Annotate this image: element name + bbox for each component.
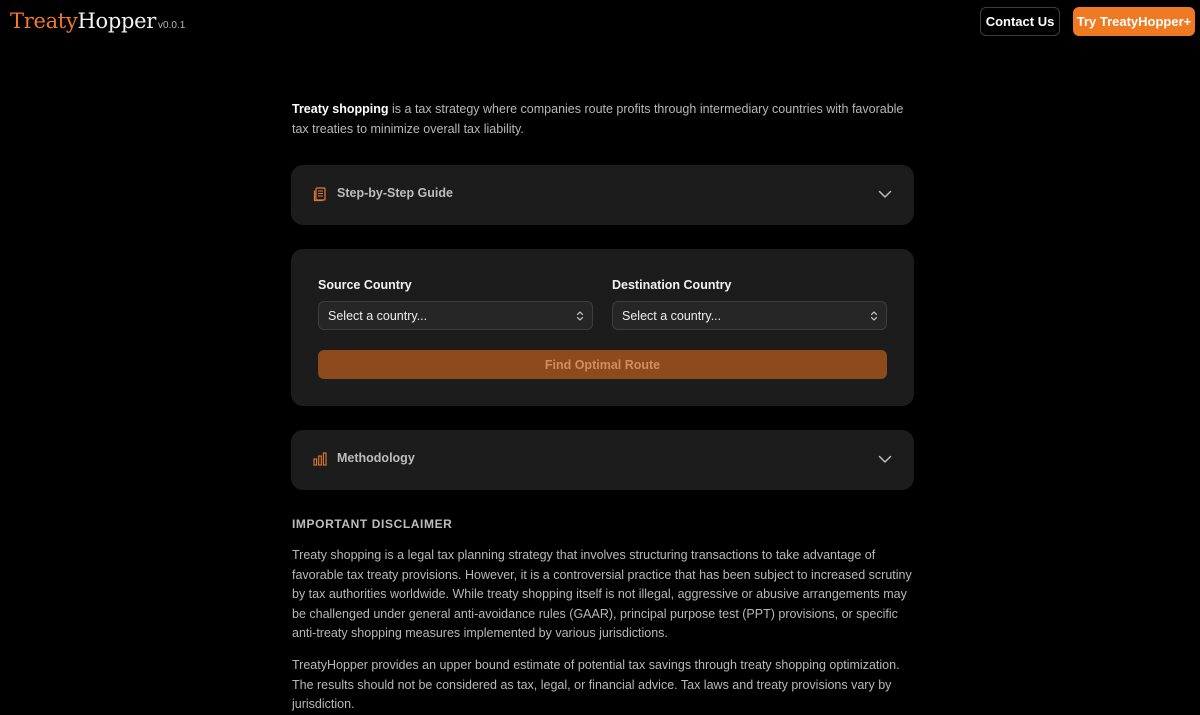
try-treatyhopper-plus-button[interactable]: Try TreatyHopper+ <box>1073 7 1195 36</box>
source-country-value: Select a country... <box>328 308 428 323</box>
intro-term: Treaty shopping <box>292 102 389 116</box>
destination-country-select[interactable] <box>612 301 887 330</box>
source-country-select[interactable] <box>318 301 593 330</box>
brand-name <box>10 9 156 33</box>
header <box>0 0 1200 44</box>
intro-text <box>292 100 912 139</box>
methodology-label: Methodology <box>337 451 415 465</box>
chevron-updown-icon <box>870 310 878 322</box>
brand-name-part1: Treaty <box>10 9 78 33</box>
disclaimer-paragraph-2: TreatyHopper provides an upper bound estimate of potential tax savings through treaty shopping optimization. The results should not be considered as tax, legal, or financial advice. Tax laws and treaty provisions vary by jurisdiction. <box>292 658 900 711</box>
source-country-label: Source Country <box>318 278 412 292</box>
intro-description: is a tax strategy where companies route profits through intermediary countries with favorable tax treaties to minimize overall tax liability. <box>292 102 904 136</box>
step-by-step-guide-label: Step-by-Step Guide <box>337 186 453 200</box>
chevron-updown-icon <box>576 310 584 322</box>
step-by-step-guide-accordion[interactable] <box>291 165 914 225</box>
route-finder-form <box>291 249 914 406</box>
destination-country-label: Destination Country <box>612 278 732 292</box>
chevron-down-icon[interactable] <box>878 454 892 464</box>
brand-logo[interactable] <box>10 9 185 33</box>
methodology-accordion[interactable] <box>291 430 914 490</box>
bar-chart-icon <box>312 451 328 467</box>
destination-country-value: Select a country... <box>622 308 722 323</box>
chevron-down-icon[interactable] <box>878 189 892 199</box>
find-optimal-route-button[interactable]: Find Optimal Route <box>318 350 887 379</box>
brand-name-part2: Hopper <box>77 9 157 33</box>
version-label: v0.0.1 <box>158 20 186 31</box>
document-list-icon <box>312 186 328 202</box>
disclaimer-title: IMPORTANT DISCLAIMER <box>292 517 453 531</box>
contact-us-button[interactable]: Contact Us <box>980 7 1060 36</box>
disclaimer-paragraph-1: Treaty shopping is a legal tax planning strategy that involves structuring transactions to take advantage of favorable tax treaty provisions. However, it is a controversial practice that has been subject to increased scrutiny by tax authorities worldwide. While treaty shopping itself is not illegal, aggressive or abusive arrangements may be challenged under general anti-avoidance rules (GAAR), principal purpose test (PPT) provisions, or specific anti-treaty shopping measures implemented by various jurisdictions. <box>292 548 912 640</box>
